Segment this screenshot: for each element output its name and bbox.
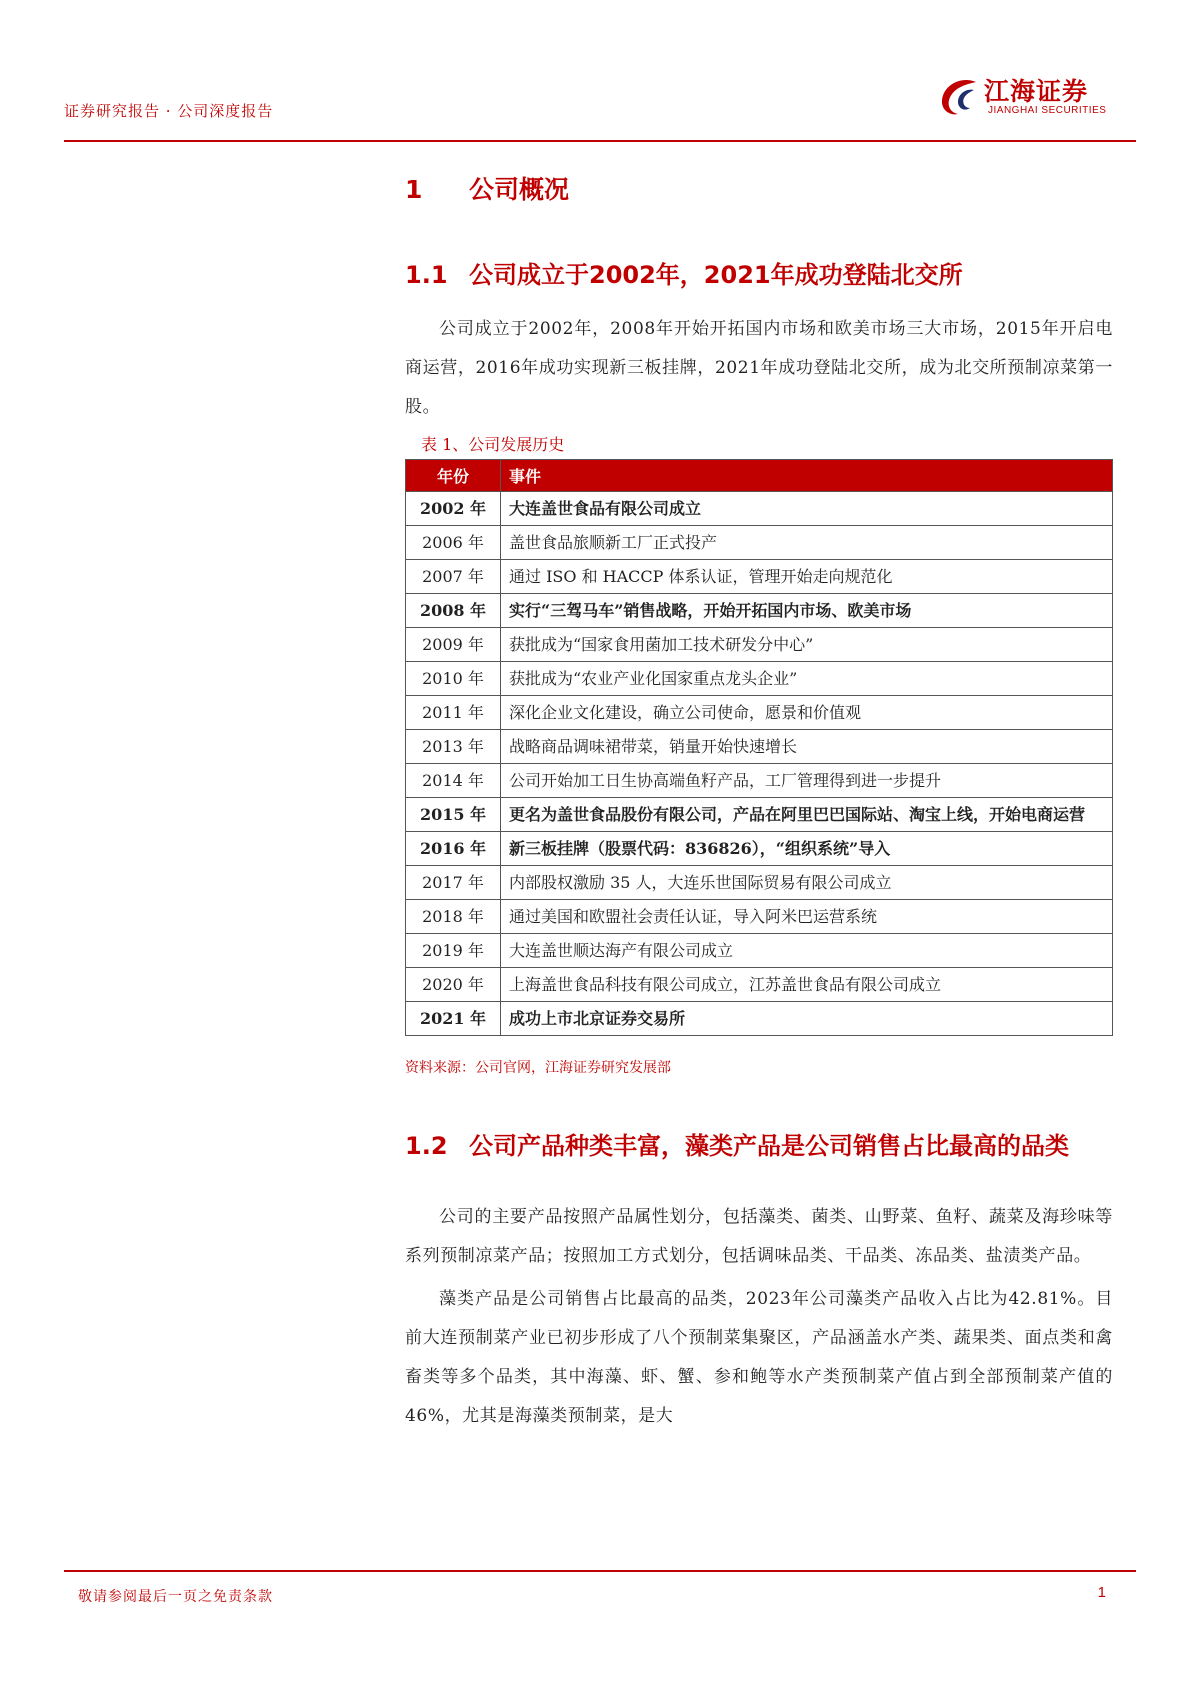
footer-divider — [64, 1570, 1136, 1572]
event-cell: 大连盖世顺达海产有限公司成立 — [501, 934, 1113, 968]
table-row — [406, 492, 1113, 526]
year-cell: 2010 年 — [406, 662, 501, 696]
year-cell: 2006 年 — [406, 526, 501, 560]
event-cell: 上海盖世食品科技有限公司成立，江苏盖世食品有限公司成立 — [501, 968, 1113, 1002]
table-row — [406, 730, 1113, 764]
table-row — [406, 696, 1113, 730]
table-row — [406, 798, 1113, 832]
year-cell: 2017 年 — [406, 866, 501, 900]
year-cell: 2013 年 — [406, 730, 501, 764]
table-row — [406, 526, 1113, 560]
year-cell: 2016 年 — [406, 832, 501, 866]
table-row — [406, 594, 1113, 628]
table-row — [406, 628, 1113, 662]
year-cell: 2020 年 — [406, 968, 501, 1002]
event-cell: 深化企业文化建设，确立公司使命，愿景和价值观 — [501, 696, 1113, 730]
event-cell: 成功上市北京证券交易所 — [501, 1002, 1113, 1036]
table-caption: 表 1、公司发展历史 — [421, 435, 565, 454]
section-1-2-heading — [405, 1114, 1113, 1178]
table-row — [406, 662, 1113, 696]
main-content — [405, 160, 1113, 1436]
footer-disclaimer: 敬请参阅最后一页之免责条款 — [78, 1589, 273, 1605]
year-column-header: 年份 — [406, 460, 501, 492]
table-row — [406, 560, 1113, 594]
event-cell: 战略商品调味裙带菜，销量开始快速增长 — [501, 730, 1113, 764]
table-row — [406, 866, 1113, 900]
table-row — [406, 764, 1113, 798]
event-cell: 更名为盖世食品股份有限公司，产品在阿里巴巴国际站、淘宝上线，开始电商运营 — [501, 798, 1113, 832]
year-cell: 2008 年 — [406, 594, 501, 628]
product-categories-paragraph: 公司的主要产品按照产品属性划分，包括藻类、菌类、山野菜、鱼籽、蔬菜及海珍味等系列预制凉菜产品；按照加工方式划分，包括调味品类、干品类、冻品类、盐渍类产品。 — [405, 1207, 1113, 1266]
event-cell: 获批成为“国家食用菌加工技术研发分中心” — [501, 628, 1113, 662]
event-cell: 获批成为“农业产业化国家重点龙头企业” — [501, 662, 1113, 696]
table-source-note: 资料来源：公司官网，江海证券研究发展部 — [405, 1060, 671, 1076]
event-cell: 大连盖世食品有限公司成立 — [501, 492, 1113, 526]
page-header — [64, 60, 1136, 142]
section-number: 1.2 — [405, 1132, 448, 1160]
year-cell: 2009 年 — [406, 628, 501, 662]
section-1-heading — [405, 160, 1113, 220]
intro-paragraph: 公司成立于2002年，2008年开始开拓国内市场和欧美市场三大市场，2015年开启电商运营，2016年成功实现新三板挂牌，2021年成功登陆北交所，成为北交所预制凉菜第一股。 — [405, 319, 1113, 417]
logo-english-name: JIANGHAI SECURITIES — [988, 105, 1107, 116]
year-cell: 2015 年 — [406, 798, 501, 832]
header-report-type: 证券研究报告 · 公司深度报告 — [64, 102, 274, 120]
table-header-row — [406, 460, 1113, 492]
section-1-1-heading — [405, 254, 1113, 296]
logo-swoosh-icon — [936, 74, 982, 120]
year-cell: 2018 年 — [406, 900, 501, 934]
table-row — [406, 968, 1113, 1002]
table-row — [406, 900, 1113, 934]
logo-chinese-name: 江海证券 — [984, 77, 1089, 106]
event-cell: 通过 ISO 和 HACCP 体系认证，管理开始走向规范化 — [501, 560, 1113, 594]
header-divider — [64, 140, 1136, 142]
year-cell: 2002 年 — [406, 492, 501, 526]
event-cell: 公司开始加工日生协高端鱼籽产品，工厂管理得到进一步提升 — [501, 764, 1113, 798]
year-cell: 2014 年 — [406, 764, 501, 798]
year-cell: 2007 年 — [406, 560, 501, 594]
year-cell: 2021 年 — [406, 1002, 501, 1036]
company-logo — [936, 72, 1136, 122]
section-title: 公司产品种类丰富，藻类产品是公司销售占比最高的品类 — [469, 1132, 1069, 1160]
event-cell: 内部股权激励 35 人，大连乐世国际贸易有限公司成立 — [501, 866, 1113, 900]
event-cell: 通过美国和欧盟社会责任认证，导入阿米巴运营系统 — [501, 900, 1113, 934]
table-row — [406, 1002, 1113, 1036]
section-number: 1.1 — [405, 261, 448, 289]
history-table — [405, 459, 1113, 1036]
year-cell: 2019 年 — [406, 934, 501, 968]
year-cell: 2011 年 — [406, 696, 501, 730]
event-cell: 新三板挂牌（股票代码：836826），“组织系统”导入 — [501, 832, 1113, 866]
section-title: 公司成立于2002年，2021年成功登陆北交所 — [469, 261, 963, 289]
event-column-header: 事件 — [501, 460, 1113, 492]
event-cell: 盖世食品旅顺新工厂正式投产 — [501, 526, 1113, 560]
table-row — [406, 832, 1113, 866]
algae-products-paragraph: 藻类产品是公司销售占比最高的品类，2023年公司藻类产品收入占比为42.81%。目前大连预制菜产业已初步形成了八个预制菜集聚区，产品涵盖水产类、蔬果类、面点类和禽畜类等多个品类，其中海藻、虾、蟹、参和鲍等水产类预制菜产值占到全部预制菜产值的46%，尤其是海藻类预制菜，是大 — [405, 1289, 1113, 1426]
page-number: 1 — [1097, 1584, 1106, 1601]
event-cell: 实行“三驾马车”销售战略，开始开拓国内市场、欧美市场 — [501, 594, 1113, 628]
section-title: 公司概况 — [469, 175, 570, 204]
section-number: 1 — [405, 175, 423, 204]
table-row — [406, 934, 1113, 968]
